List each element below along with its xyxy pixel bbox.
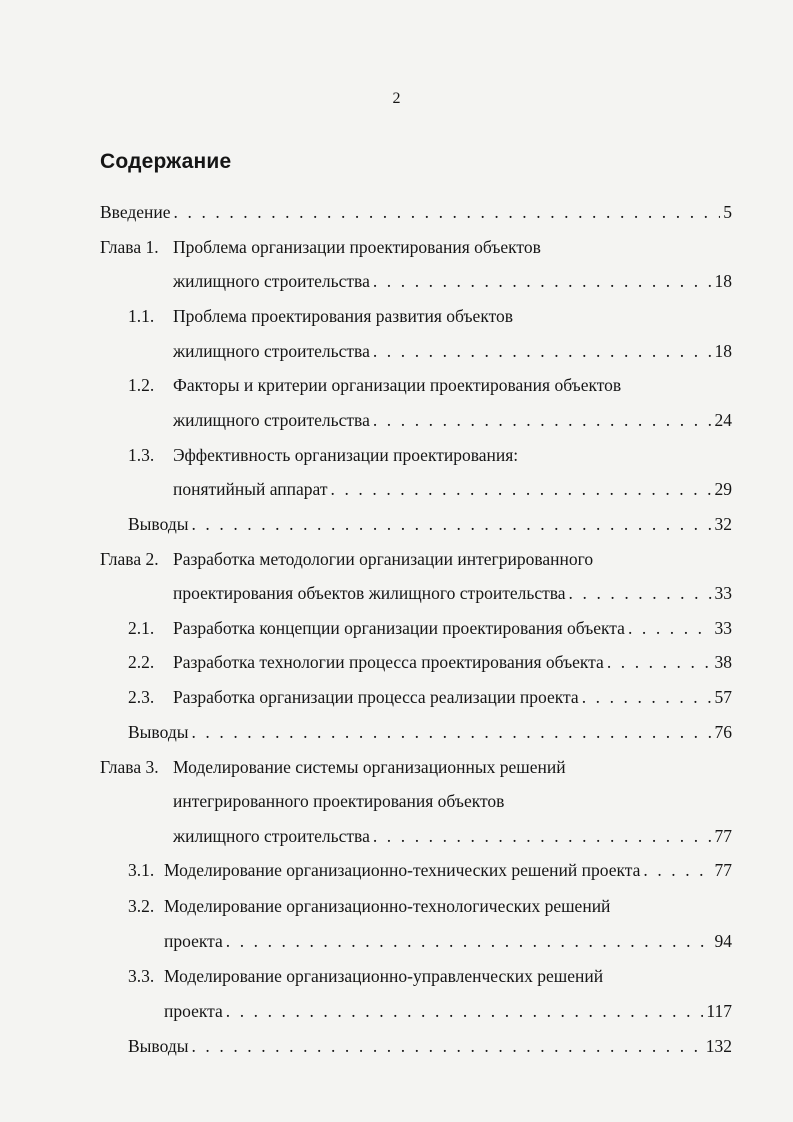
toc-entry-text: Выводы xyxy=(128,514,189,534)
toc-entry-number: 3.1. xyxy=(128,860,155,880)
toc-entry xyxy=(173,477,732,501)
toc-entry-text: проектирования объектов жилищного строительства xyxy=(173,583,566,603)
dot-leader xyxy=(191,512,711,536)
toc-entry-page: 77 xyxy=(714,826,732,846)
toc-entry-page: 5 xyxy=(723,202,732,222)
toc-entry-text: Эффективность организации проектирования: xyxy=(173,445,519,465)
toc-entry-page: 29 xyxy=(714,479,732,499)
toc-entry-page: 57 xyxy=(714,687,732,707)
page-number: 2 xyxy=(392,90,401,107)
toc-entry-text: проекта xyxy=(164,931,223,951)
toc-entry-text: жилищного строительства xyxy=(173,826,370,846)
toc-entry-number: 2.3. xyxy=(128,687,155,707)
toc-entry-text: Выводы xyxy=(128,722,189,742)
toc-entry-text: Моделирование организационно-технических решений проекта xyxy=(164,860,641,880)
toc-entry-page: 38 xyxy=(714,652,732,672)
toc-entry xyxy=(173,581,732,605)
toc-entry-text: понятийный аппарат xyxy=(173,479,328,499)
toc-entry-text: жилищного строительства xyxy=(173,410,370,430)
toc-entry-text: Моделирование системы организационных решений xyxy=(173,757,566,777)
toc-entry xyxy=(128,373,732,397)
dot-leader xyxy=(373,824,712,848)
toc-entry-number: Глава 3. xyxy=(100,757,159,777)
toc-entry xyxy=(128,512,732,536)
toc-entry-number: Глава 1. xyxy=(100,237,159,257)
toc-entry xyxy=(100,235,732,259)
toc-entry-text: жилищного строительства xyxy=(173,341,370,361)
dot-leader xyxy=(191,1034,702,1058)
toc-entry xyxy=(128,720,732,744)
toc-entry-page: 18 xyxy=(714,341,732,361)
toc-entry-page: 94 xyxy=(714,931,732,951)
toc-entry-number: 3.2. xyxy=(128,896,155,916)
toc-entry xyxy=(100,547,732,571)
toc-entry xyxy=(128,964,732,988)
dot-leader xyxy=(569,581,712,605)
toc-entry-page: 33 xyxy=(714,583,732,603)
dot-leader xyxy=(373,339,712,363)
toc-entry-text: Выводы xyxy=(128,1036,189,1056)
toc-entry xyxy=(173,339,732,363)
dot-leader xyxy=(191,720,711,744)
toc-entry-text: Моделирование организационно-технологических решений xyxy=(164,896,611,916)
toc-entry-number: Глава 2. xyxy=(100,549,159,569)
toc-entry xyxy=(128,304,732,328)
dot-leader xyxy=(331,477,712,501)
toc-entry xyxy=(164,999,732,1023)
toc-entry-text: Разработка концепции организации проектирования объекта xyxy=(173,618,625,638)
toc-entry xyxy=(100,200,732,224)
toc-entry-page: 132 xyxy=(705,1036,732,1056)
toc-entry-number: 1.1. xyxy=(128,306,155,326)
toc-entry-text: Разработка методологии организации интегрированного xyxy=(173,549,594,569)
dot-leader xyxy=(226,929,712,953)
toc-entry-page: 18 xyxy=(714,271,732,291)
toc-entry-page: 33 xyxy=(714,618,732,638)
toc-entry-text: жилищного строительства xyxy=(173,271,370,291)
toc-entry xyxy=(128,1034,732,1058)
toc-entry-number: 2.2. xyxy=(128,652,155,672)
toc-entry-text: Факторы и критерии организации проектирования объектов xyxy=(173,375,622,395)
toc-entry xyxy=(173,408,732,432)
dot-leader xyxy=(373,269,712,293)
toc-entry-page: 32 xyxy=(714,514,732,534)
toc-entry-number: 1.3. xyxy=(128,445,155,465)
toc-entry-text: Проблема организации проектирования объектов xyxy=(173,237,541,257)
toc-entry xyxy=(128,858,732,882)
dot-leader xyxy=(582,685,712,709)
toc-entry-text: Проблема проектирования развития объектов xyxy=(173,306,514,326)
toc-entry-number: 3.3. xyxy=(128,966,155,986)
dot-leader xyxy=(226,999,704,1023)
dot-leader xyxy=(643,858,711,882)
toc-entry-page: 24 xyxy=(714,410,732,430)
toc-entry xyxy=(173,789,732,813)
toc-title: Содержание xyxy=(100,150,232,173)
toc-entry-number: 1.2. xyxy=(128,375,155,395)
toc-entry xyxy=(128,685,732,709)
toc-entry xyxy=(173,269,732,293)
toc-entry-text: интегрированного проектирования объектов xyxy=(173,791,505,811)
dot-leader xyxy=(628,616,712,640)
toc-entry xyxy=(128,443,732,467)
toc-entry-text: Разработка технологии процесса проектирования объекта xyxy=(173,652,604,672)
dot-leader xyxy=(174,200,721,224)
toc-entry xyxy=(128,894,732,918)
toc-entry-page: 76 xyxy=(714,722,732,742)
toc-entry-text: Моделирование организационно-управленческих решений xyxy=(164,966,604,986)
toc-entry-text: Разработка организации процесса реализации проекта xyxy=(173,687,579,707)
toc-entry xyxy=(128,616,732,640)
toc-entry-text: Введение xyxy=(100,202,171,222)
toc-entry-text: проекта xyxy=(164,1001,223,1021)
toc-entry-page: 117 xyxy=(706,1001,732,1021)
toc-entry-page: 77 xyxy=(714,860,732,880)
dot-leader xyxy=(373,408,712,432)
toc-entry xyxy=(164,929,732,953)
toc-entry xyxy=(173,824,732,848)
toc-entry xyxy=(128,650,732,674)
dot-leader xyxy=(607,650,712,674)
toc-entry xyxy=(100,755,732,779)
toc-entry-number: 2.1. xyxy=(128,618,155,638)
